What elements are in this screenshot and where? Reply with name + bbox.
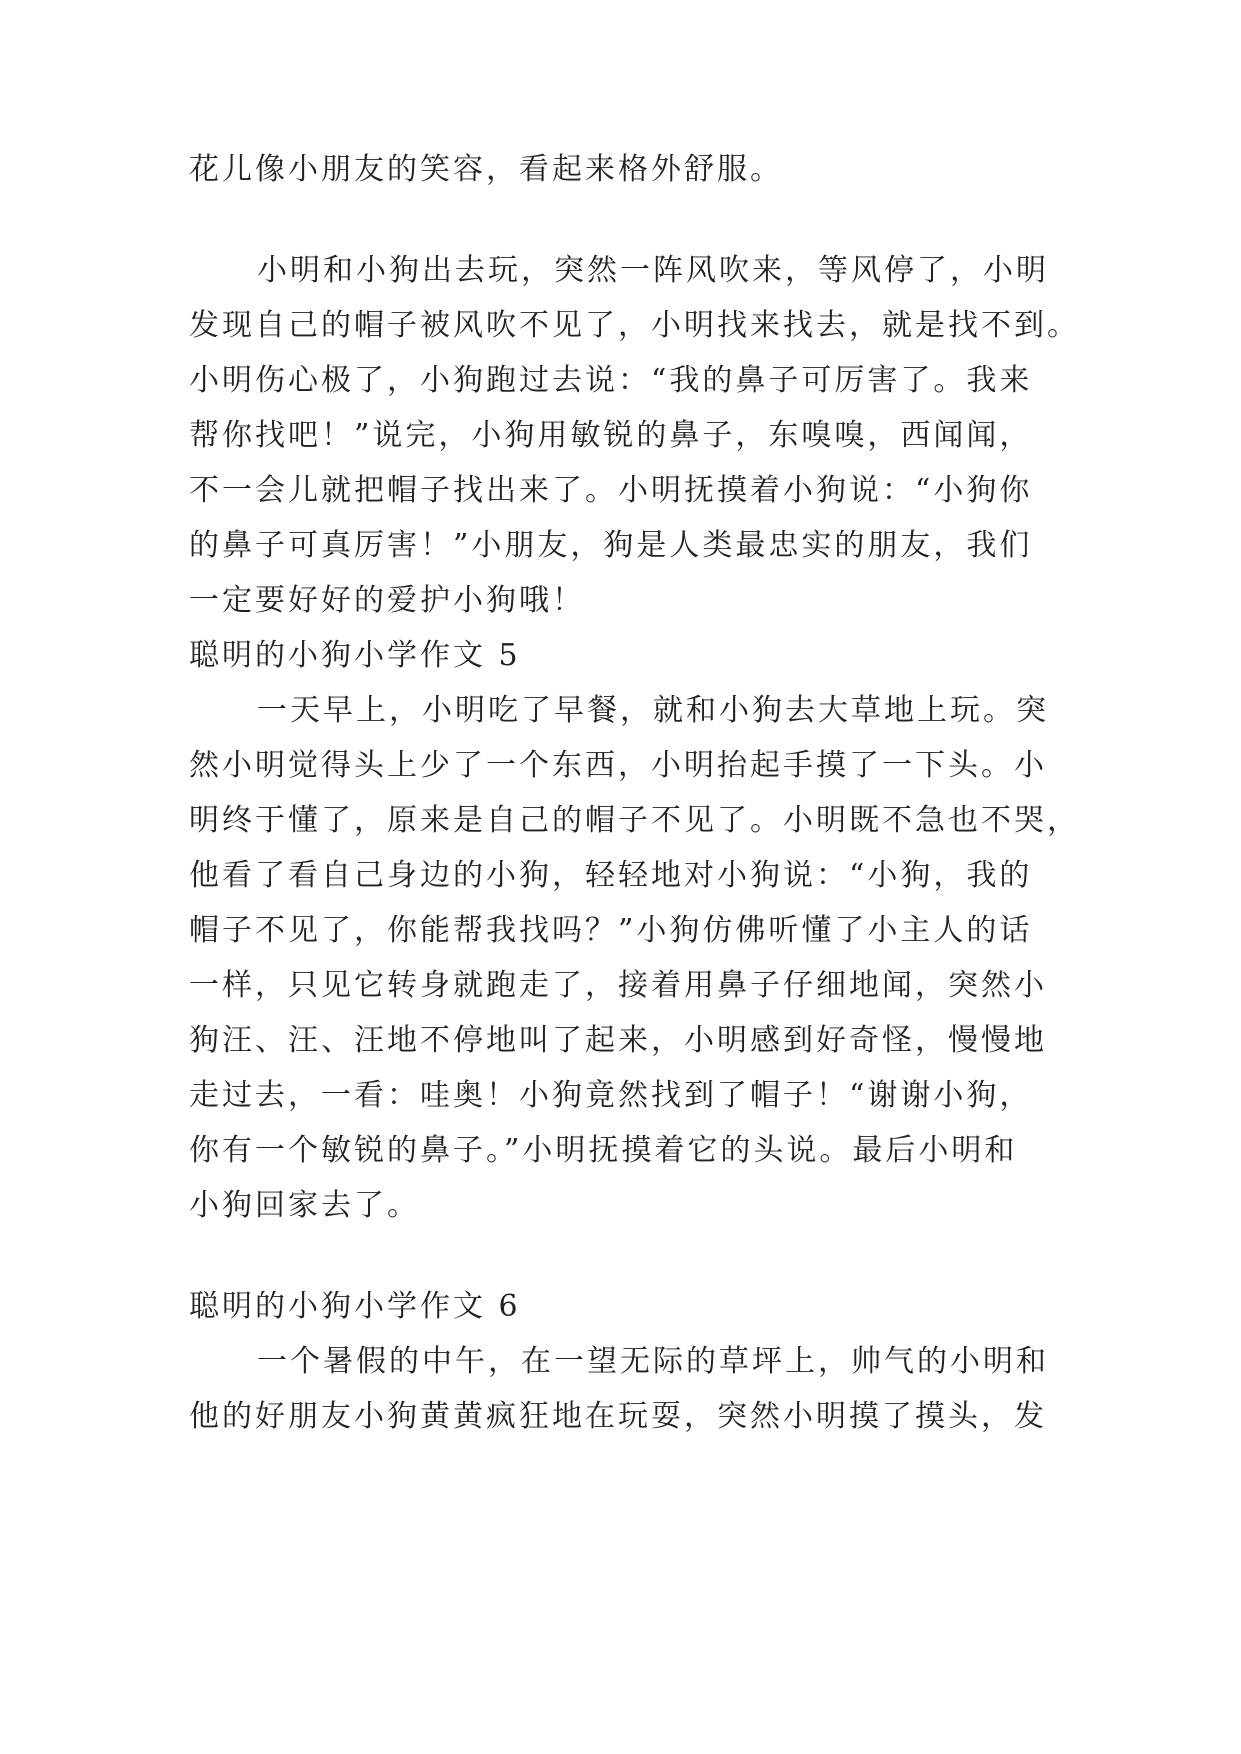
paragraph-line: 一个暑假的中午，在一望无际的草坪上，帅气的小明和 — [257, 1344, 1049, 1379]
paragraph-line: 的鼻子可真厉害！”小朋友，狗是人类最忠实的朋友，我们 — [189, 528, 1033, 563]
paragraph-line: 一天早上，小明吃了早餐，就和小狗去大草地上玩。突 — [257, 693, 1049, 728]
section-heading: 聪明的小狗小学作文 5 — [189, 638, 521, 673]
paragraph-line: 你有一个敏锐的鼻子。”小明抚摸着它的头说。最后小明和 — [189, 1133, 1018, 1168]
paragraph-line: 小狗回家去了。 — [189, 1188, 420, 1223]
paragraph-line: 走过去，一看：哇奥！小狗竟然找到了帽子！“谢谢小狗， — [189, 1078, 1033, 1113]
paragraph-line: 明终于懂了，原来是自己的帽子不见了。小明既不急也不哭， — [189, 803, 1080, 838]
paragraph-line: 花儿像小朋友的笑容，看起来格外舒服。 — [189, 152, 783, 187]
paragraph-line: 他的好朋友小狗黄黄疯狂地在玩耍，突然小明摸了摸头，发 — [189, 1399, 1047, 1434]
paragraph-line: 狗汪、汪、汪地不停地叫了起来，小明感到好奇怪，慢慢地 — [189, 1023, 1047, 1058]
section-heading: 聪明的小狗小学作文 6 — [189, 1289, 521, 1324]
paragraph-line: 帮你找吧！”说完，小狗用敏锐的鼻子，东嗅嗅，西闻闻， — [189, 418, 1033, 453]
paragraph-line: 不一会儿就把帽子找出来了。小明抚摸着小狗说：“小狗你 — [189, 473, 1033, 508]
paragraph-line: 他看了看自己身边的小狗，轻轻地对小狗说：“小狗，我的 — [189, 858, 1033, 893]
paragraph-line: 小明伤心极了，小狗跑过去说：“我的鼻子可厉害了。我来 — [189, 363, 1033, 398]
paragraph-line: 然小明觉得头上少了一个东西，小明抬起手摸了一下头。小 — [189, 748, 1047, 783]
paragraph-line: 帽子不见了，你能帮我找吗？”小狗仿佛听懂了小主人的话 — [189, 913, 1033, 948]
paragraph-line: 一样，只见它转身就跑走了，接着用鼻子仔细地闻，突然小 — [189, 968, 1047, 1003]
paragraph-line: 发现自己的帽子被风吹不见了，小明找来找去，就是找不到。 — [189, 308, 1080, 343]
paragraph-line: 小明和小狗出去玩，突然一阵风吹来，等风停了，小明 — [257, 253, 1049, 288]
paragraph-line: 一定要好好的爱护小狗哦！ — [189, 583, 585, 618]
